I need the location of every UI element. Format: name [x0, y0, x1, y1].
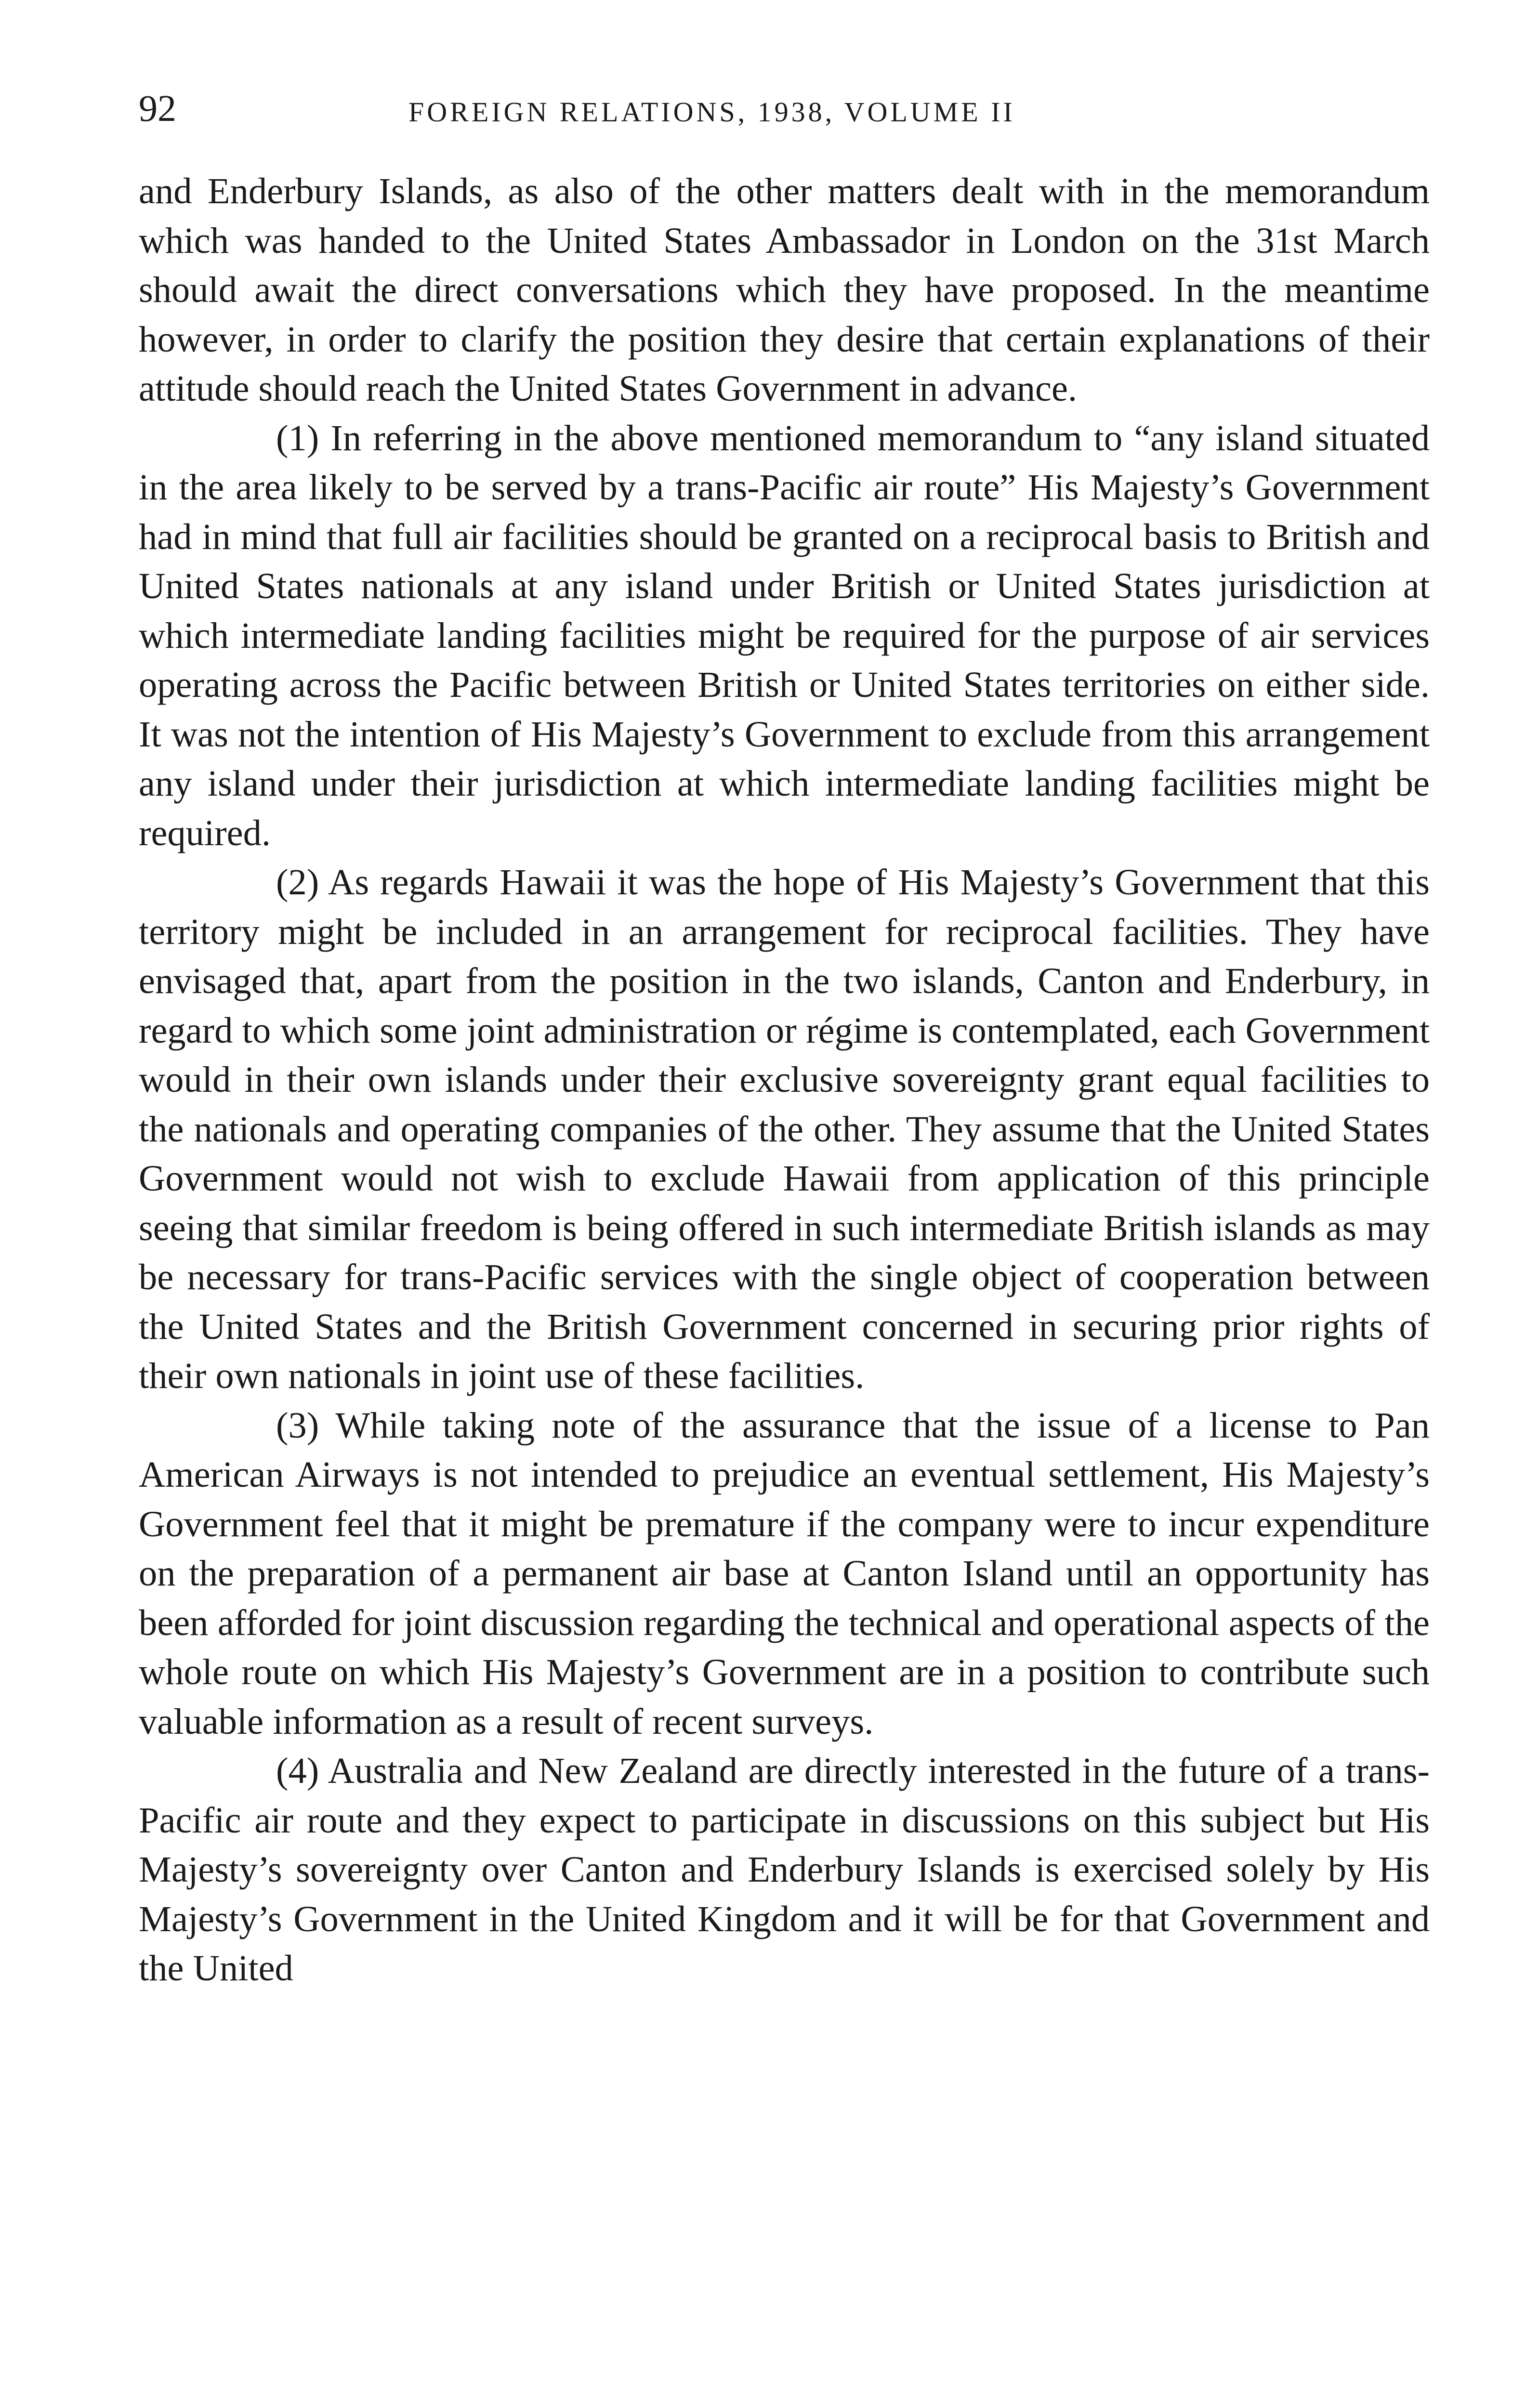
- running-header: [139, 82, 1430, 135]
- body-text: [139, 167, 1430, 1993]
- paragraph-point-2: (2) As regards Hawaii it was the hope of His Majesty’s Government that this territory might be included in an arrangement for reciprocal facilities. They have envisaged that, apart from the position in the two islands, Canton and Enderbury, in regard to which some joint administration or régime is contemplated, each Government would in their own islands under their exclusive sovereignty grant equal facilities to the nationals and operating companies of the other. They assume that the United States Government would not wish to exclude Hawaii from application of this principle seeing that similar freedom is being offered in such intermediate British islands as may be necessary for trans-Pacific services with the single object of cooperation between the United States and the British Government concerned in securing prior rights of their own nationals in joint use of these facilities.: [139, 862, 1430, 1396]
- running-title: FOREIGN RELATIONS, 1938, VOLUME II: [408, 96, 1015, 128]
- paragraph-point-1: (1) In referring in the above mentioned memorandum to “any island situated in the area likely to be served by a trans-Pacific air route” His Majesty’s Government had in mind that full air facilities should be granted on a reciprocal basis to British and United States nationals at any island under British or United States jurisdiction at which intermediate landing facilities might be required for the purpose of air services operating across the Pacific between British or United States territories on either side. It was not the intention of His Majesty’s Government to exclude from this arrangement any island under their jurisdiction at which intermediate landing facilities might be required.: [139, 417, 1430, 853]
- paragraph-point-4: (4) Australia and New Zealand are directly interested in the future of a trans-Pacific air route and they expect to participate in discussions on this subject but His Majesty’s sovereignty over Canton and Enderbury Islands is exercised solely by His Majesty’s Government in the United Kingdom and it will be for that Government and the United: [139, 1750, 1430, 1989]
- document-page: [139, 82, 1430, 1993]
- paragraph-point-3: (3) While taking note of the assurance that the issue of a license to Pan American Airways is not intended to prejudice an eventual settlement, His Majesty’s Government feel that it might be premature if the company were to incur expenditure on the preparation of a permanent air base at Canton Island until an opportunity has been afforded for joint discussion regarding the technical and operational aspects of the whole route on which His Majesty’s Government are in a position to contribute such valuable information as a result of recent surveys.: [139, 1404, 1430, 1742]
- page-number: 92: [139, 87, 176, 129]
- paragraph-continuation: and Enderbury Islands, as also of the other matters dealt with in the memorandum which was handed to the United States Ambassador in London on the 31st March should await the direct conversations which they have proposed. In the meantime however, in order to clarify the position they desire that certain explanations of their attitude should reach the United States Government in advance.: [139, 170, 1430, 409]
